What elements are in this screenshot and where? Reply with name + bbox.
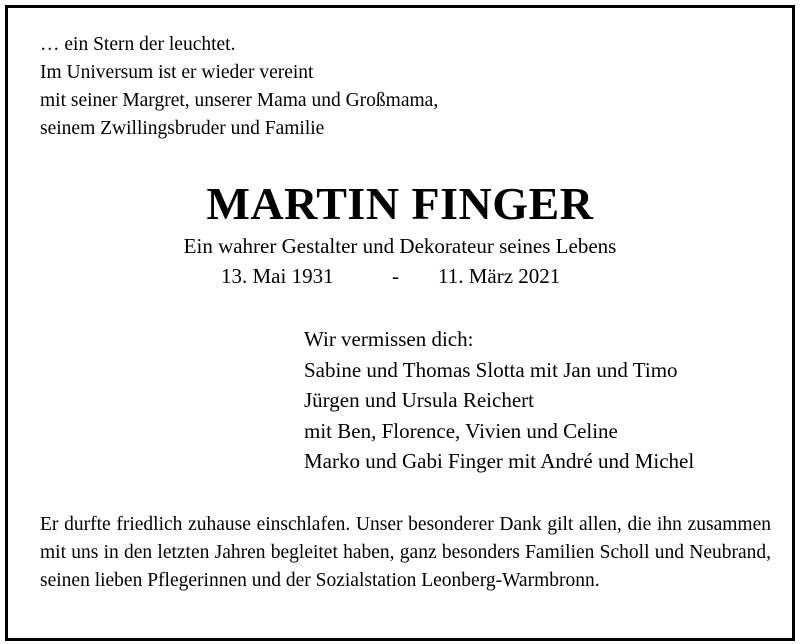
mourners-block [304, 324, 694, 477]
obituary-frame [5, 5, 795, 641]
closing-paragraph: Er durfte friedlich zuhause einschlafen. Unser besonderer Dank gilt allen, die ihn zusammen mit uns in den letzten Jahren begleitet haben, ganz besonders Familien Scholl und Neubrand, seinen lieben Pflegerinnen und der Sozialstation Leonberg-Warmbronn. [40, 514, 771, 591]
mourner-line: Jürgen und Ursula Reichert [304, 388, 534, 412]
mourner-line: Sabine und Thomas Slotta mit Jan und Timo [304, 357, 678, 382]
intro-line: Im Universum ist er wieder vereint [40, 62, 314, 83]
mourner-line: mit Ben, Florence, Vivien und Celine [304, 418, 618, 443]
birth-date: 13. Mai 1931 [221, 264, 334, 288]
intro-line: seinem Zwillingsbruder und Familie [40, 118, 325, 139]
deceased-tagline: Ein wahrer Gestalter und Dekorateur seines Lebens [183, 234, 617, 258]
intro-line: mit seiner Margret, unserer Mama und Großmama, [40, 90, 439, 111]
intro-line: … ein Stern der leuchtet. [40, 34, 236, 55]
mourners-heading: Wir vermissen dich: [304, 327, 474, 351]
intro-verse [40, 31, 438, 143]
death-date: 11. März 2021 [438, 264, 561, 288]
deceased-name: MARTIN FINGER [206, 178, 594, 229]
mourner-line: Marko und Gabi Finger mit André und Michel [304, 449, 695, 473]
date-separator: - [392, 264, 399, 288]
